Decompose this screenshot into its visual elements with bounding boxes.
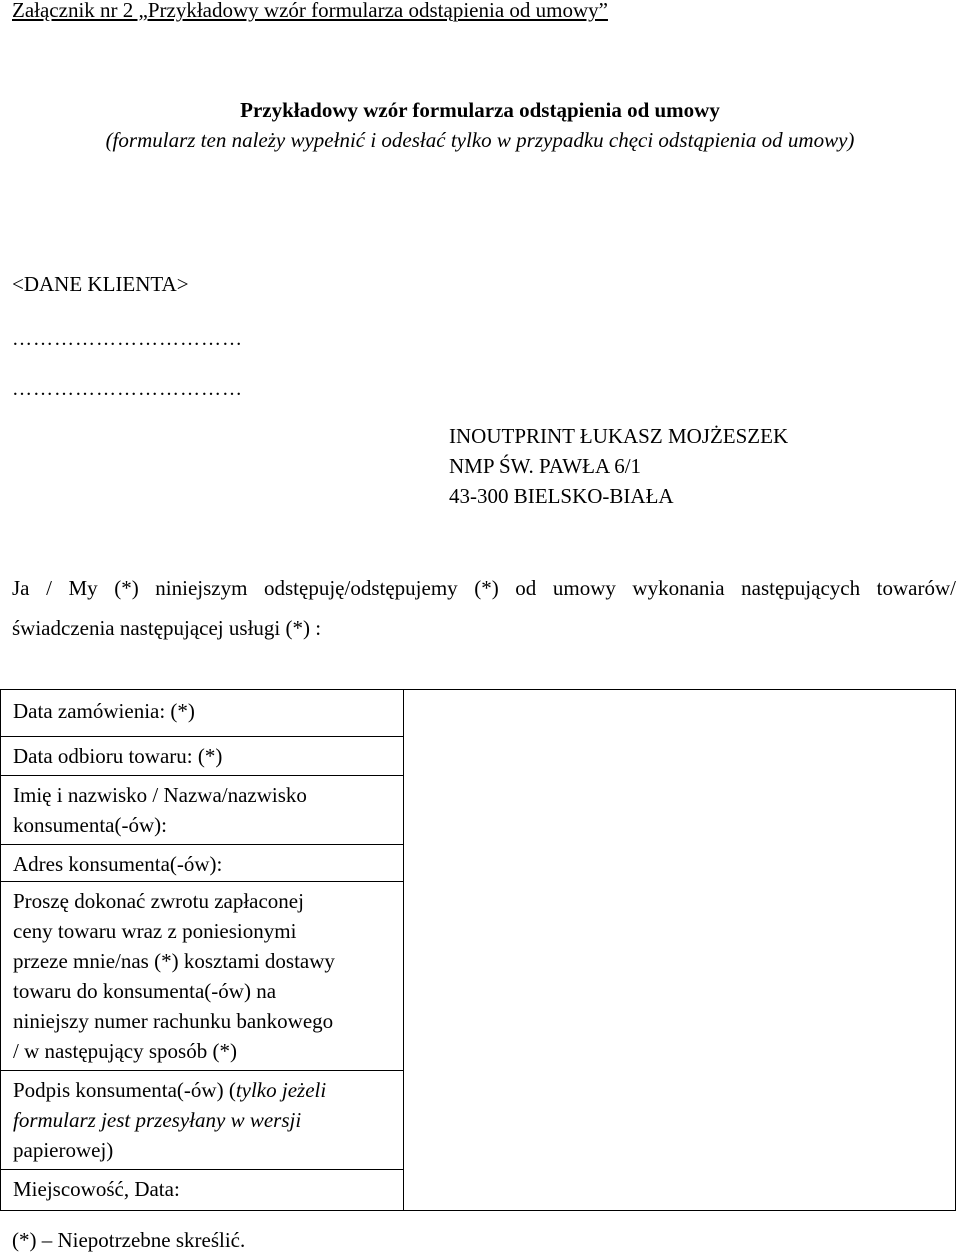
recipient-city: 43-300 BIELSKO-BIAŁA <box>449 484 674 508</box>
refund-line-4: towaru do konsumenta(-ów) na <box>13 979 277 1003</box>
signature-line-1-italic: tylko jeżeli <box>235 1078 327 1102</box>
signature-line-3: papierowej) <box>13 1138 114 1162</box>
place-date-label <box>1 1170 404 1211</box>
form-subtitle: (formularz ten należy wypełnić i odesłać tylko w przypadku chęci odstąpienia od umowy) <box>105 128 855 152</box>
refund-line-2: ceny towaru wraz z poniesionymi <box>13 919 297 943</box>
withdrawal-form-table <box>0 689 956 1211</box>
place-date-text: Miejscowość, Data: <box>13 1177 180 1201</box>
consumer-name-line-1: Imię i nazwisko / Nazwa/nazwisko <box>13 783 307 807</box>
recipient-street: NMP ŚW. PAWŁA 6/1 <box>449 454 642 478</box>
client-dots-line-1: …………………………… <box>12 328 243 350</box>
refund-line-1: Proszę dokonać zwrotu zapłaconej <box>13 889 304 913</box>
signature-line-1-start: Podpis konsumenta(-ów) ( <box>13 1078 236 1102</box>
attachment-title: Załącznik nr 2 „Przykładowy wzór formularza odstąpienia od umowy” <box>12 0 608 22</box>
consumer-name-line-2: konsumenta(-ów): <box>13 813 167 837</box>
order-date-label <box>1 690 404 737</box>
refund-line-3: przeze mnie/nas (*) kosztami dostawy <box>13 949 335 973</box>
form-value-column[interactable] <box>404 690 956 1211</box>
form-title: Przykładowy wzór formularza odstąpienia od umowy <box>240 98 720 122</box>
recipient-name: INOUTPRINT ŁUKASZ MOJŻESZEK <box>449 424 789 448</box>
table-row <box>1 690 956 737</box>
refund-line-6: / w następujący sposób (*) <box>13 1039 237 1063</box>
pickup-date-text: Data odbioru towaru: (*) <box>13 744 223 768</box>
declaration-line-1: Ja / My (*) niniejszym odstępuję/odstępujemy (*) od umowy wykonania następujących towarów/ <box>12 576 956 600</box>
declaration-line-2: świadczenia następującej usługi (*) : <box>12 616 322 640</box>
refund-line-5: niniejszy numer rachunku bankowego <box>13 1009 334 1033</box>
signature-label <box>1 1071 404 1170</box>
consumer-address-text: Adres konsumenta(-ów): <box>13 852 223 876</box>
consumer-name-label <box>1 776 404 845</box>
refund-instruction-label <box>1 882 404 1071</box>
consumer-address-label <box>1 845 404 882</box>
order-date-text: Data zamówienia: (*) <box>13 699 195 723</box>
client-data-placeholder: <DANE KLIENTA> <box>12 272 189 296</box>
signature-line-2-italic: formularz jest przesyłany w wersji <box>13 1108 302 1132</box>
pickup-date-label <box>1 737 404 776</box>
footnote: (*) – Niepotrzebne skreślić. <box>12 1228 246 1252</box>
client-dots-line-2: …………………………… <box>12 378 243 400</box>
